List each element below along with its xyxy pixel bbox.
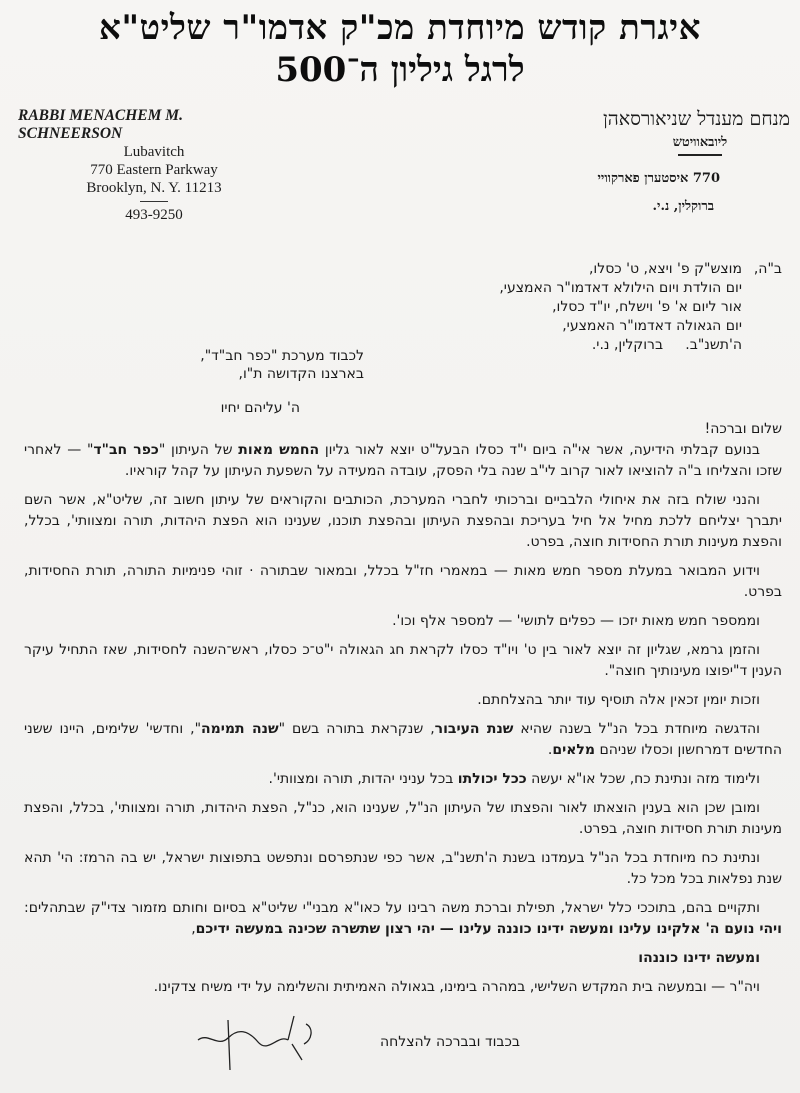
closing: בכבוד ובברכה להצלחה — [379, 1034, 520, 1050]
paragraph: ולימוד מזה ונתינת כח, שכל או"א יעשה ככל יכולתו בכל עניני יהדות, תורה ומצוותי'. — [268, 771, 760, 787]
paragraph: ותקויים בהם, בתוככי כלל ישראל, תפילת וברכת משה רבינו על כאו"א מבני"י שליט"א בסיום וחותם מזמור צדי"ק שבתהלים: ויהי נועם ה' אלקינו עלינו ומעשה ידינו כוננה עלינו — יהי רצון שתשרה שכינה במעשה ידיכם, — [24, 900, 782, 937]
letterhead-he-city-state: ברוקלין, נ.י. — [652, 199, 714, 214]
title-line-2: לרגל גיליון ה־500 — [275, 50, 525, 90]
divider — [678, 154, 722, 156]
paragraph: ומעשה ידינו כוננהו — [638, 950, 760, 966]
letterhead-city: Lubavitch — [123, 144, 185, 160]
letter-body — [24, 440, 782, 1006]
paragraph: וידוע המבואר במעלת מספר חמש מאות — במאמרי חז"ל בכלל, ובמאור שבתורה · זוהי פנימיות התורה, תורת החסידות, בפרט. — [24, 563, 782, 600]
paragraph: וזכות יומין זכאין אלה תוסיף עוד יותר בהצלחתם. — [477, 692, 760, 708]
paragraph: ויה"ר — ובמעשה בית המקדש השלישי, במהרה בימינו, בגאולה האמיתית והשלימה על ידי משיח צדקינו. — [153, 979, 760, 995]
paragraph: והזמן גרמא, שגליון זה יוצא לאור בין ט' ויו"ד כסלו לקראת חג הגאולה י"ט־כ כסלו, ראש־השנה לחסידות, שאז התחיל עיקר הענין ד"יפוצו מעינותיך חוצה". — [24, 642, 782, 679]
letterhead-he-city: ליובאוויטש — [672, 135, 728, 150]
divider — [140, 201, 168, 202]
addressee-line: לכבוד מערכת "כפר חב"ד", — [200, 348, 364, 364]
signature-icon — [188, 1010, 328, 1072]
date-line: יום הולדת ויום הילולא דאדמו"ר האמצעי, — [499, 280, 742, 296]
addressee-blessing: ה' עליהם יחיו — [220, 400, 300, 416]
letterhead-name: RABBI MENACHEM M. SCHNEERSON — [18, 107, 183, 142]
date-line: ה'תשנ"ב. ברוקלין, נ.י. — [591, 337, 742, 353]
paragraph: והדגשה מיוחדת בכל הנ"ל בשנה שהיא שנת העיבור, שנקראת בתורה בשם "שנה תמימה", וחדשי' שלימים, היינו ששני החדשים דמרחשון וכסלו שניהם מלאים. — [24, 721, 782, 758]
date-line: מוצש"ק פ' ויצא, ט' כסלו, — [588, 261, 742, 277]
page-title — [0, 6, 800, 90]
letterhead-english — [0, 107, 280, 224]
letterhead-hebrew — [530, 108, 790, 214]
letterhead-he-address: 770 איסטערן פארקוויי — [597, 171, 720, 186]
paragraph: והנני שולח בזה את איחולי הלבביים וברכותי לחברי המערכת, הכותבים והקוראים של עיתון חשוב זה, שליט"א, אשר השם יתברך יצליחם ללכת מחיל אל חיל בעריכת ובהפצת העיתון ובהפצת תוכנו, שענינו הוא הפצת היהדות, תורה ומצוותי', בכלל, והפצת מעינות תורת החסידות חוצה, בפרט. — [24, 492, 782, 550]
letterhead-address: 770 Eastern Parkway — [90, 162, 218, 178]
paragraph: ונתינת כח מיוחדת בכל הנ"ל בעמדנו בשנת ה'תשנ"ב, אשר כפי שנתפרסם ונתפשט בתפוצות ישראל, יש בה הרמז: הי' תהא שנת נפלאות בכל מכל כל. — [24, 850, 782, 887]
paragraph: ומובן שכן הוא בענין הוצאתו לאור והפצתו של העיתון הנ"ל, שענינו הוא, כנ"ל, הפצת היהדות, תורה ומצוותי', בכלל, והפצת מעינות תורת חסידות חוצה, בפרט. — [24, 800, 782, 837]
addressee-line: בארצנו הקדושה ת"ו, — [238, 366, 364, 382]
date-line: אור ליום א' פ' וישלח, יו"ד כסלו, — [552, 299, 742, 315]
letterhead-city-state: Brooklyn, N. Y. 11213 — [86, 180, 222, 196]
letterhead-he-name: מנחם מענדל שניאורסאהן — [602, 108, 790, 130]
addressee — [64, 347, 364, 383]
paragraph: וממספר חמש מאות יזכו — כפלים לתושי' — למספר אלף וכו'. — [392, 613, 760, 629]
paragraph: בנועם קבלתי הידיעה, אשר אי"ה ביום י"ד כסלו הבעל"ט יוצא לאור גליון החמש מאות של העיתון "כפר חב"ד" — לאחרי שזכו והצליחו ב"ה להוציאו לאור קרוב לי"ב שנה בלי הפסק, עובדה המעידה על השפעת העיתון על קהל קוראיו. — [24, 442, 782, 479]
date-line: יום הגאולה דאדמו"ר האמצעי, — [562, 318, 742, 334]
greeting: שלום וברכה! — [704, 421, 782, 437]
letterhead-phone: 493-9250 — [125, 207, 183, 223]
date-block — [382, 260, 782, 355]
bh-mark: ב"ה, — [753, 261, 782, 277]
title-line-1: איגרת קודש מיוחדת מכ"ק אדמו"ר שליט"א — [99, 8, 701, 48]
